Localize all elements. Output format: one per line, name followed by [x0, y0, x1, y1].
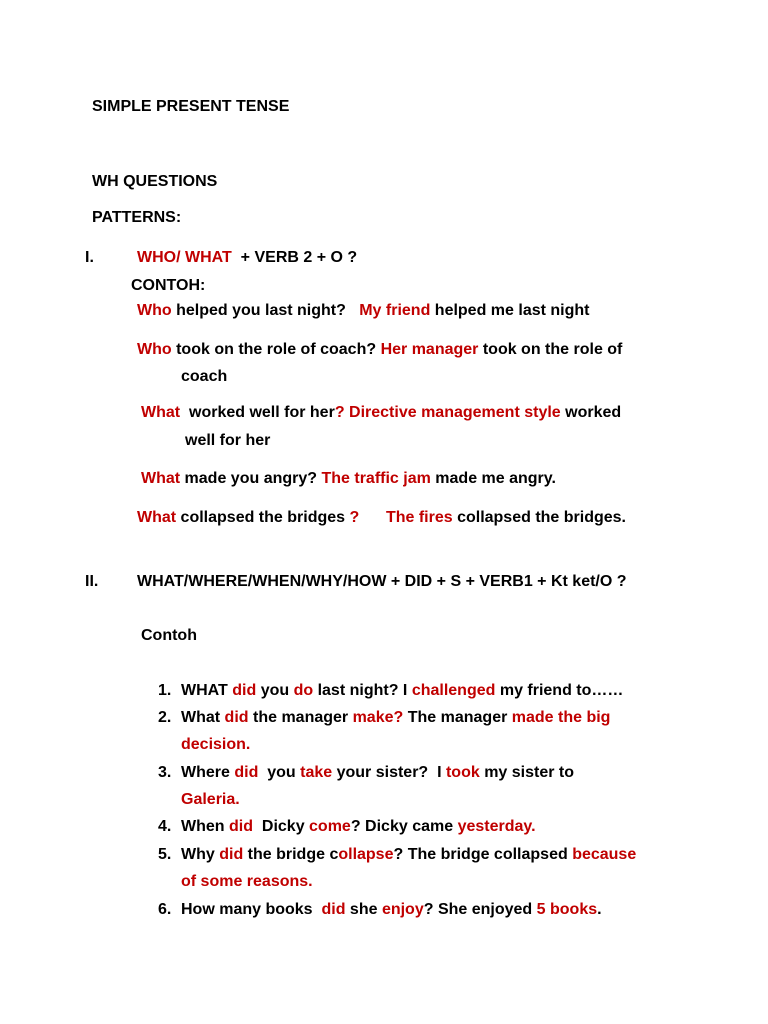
- example-line: [141, 403, 621, 423]
- text-run: Where: [181, 764, 235, 781]
- list-number: 5.: [158, 846, 172, 863]
- list-number: 2.: [158, 709, 172, 726]
- highlighted-text: do: [293, 682, 314, 699]
- list-item: [181, 735, 250, 755]
- highlighted-text: did: [224, 709, 249, 726]
- text-run: the bridge c: [243, 846, 339, 863]
- text-run: ? She enjoyed: [423, 901, 537, 918]
- highlighted-text: did: [321, 901, 346, 918]
- highlighted-text: WHO/ WHAT: [137, 249, 237, 266]
- example-line: [137, 508, 626, 528]
- highlighted-text: did: [234, 764, 259, 781]
- text-run: [359, 509, 386, 526]
- highlighted-text: made the big: [511, 709, 611, 726]
- text-run: helped me last night: [430, 302, 590, 319]
- list-item: [181, 708, 610, 728]
- pattern-formula-2: WHAT/WHERE/WHEN/WHY/HOW + DID + S + VERB1 + Kt ket/O ?: [137, 573, 627, 590]
- highlighted-text: did: [232, 682, 257, 699]
- highlighted-text: Galeria.: [181, 791, 240, 808]
- highlighted-text: Who: [137, 302, 172, 319]
- highlighted-text: The fires: [385, 509, 453, 526]
- text-run: Dicky: [253, 818, 310, 835]
- highlighted-text: take: [300, 764, 333, 781]
- text-run: When: [181, 818, 229, 835]
- text-run: Why: [181, 846, 220, 863]
- highlighted-text: What: [141, 404, 185, 421]
- text-run: + VERB 2 + O ?: [236, 249, 358, 266]
- section-numeral-1: I.: [85, 249, 94, 266]
- page-title: SIMPLE PRESENT TENSE: [92, 98, 290, 115]
- text-run: last night? I: [313, 682, 412, 699]
- list-number: 1.: [158, 682, 172, 699]
- text-run: The manager: [403, 709, 512, 726]
- list-item: [181, 872, 313, 892]
- example-line: [137, 301, 589, 321]
- text-run: my sister to: [479, 764, 575, 781]
- example-line: [141, 469, 556, 489]
- pattern-formula-1: [137, 248, 357, 268]
- highlighted-text: because: [572, 846, 637, 863]
- highlighted-text: enjoy: [381, 901, 424, 918]
- highlighted-text: ollapse: [338, 846, 394, 863]
- section-subtitle: WH QUESTIONS: [92, 173, 218, 190]
- highlighted-text: What: [137, 509, 177, 526]
- text-run: she: [345, 901, 382, 918]
- text-run: ? Dicky came: [350, 818, 458, 835]
- highlighted-text: Who: [137, 341, 172, 358]
- list-item: [181, 763, 574, 783]
- highlighted-text: of some reasons.: [181, 873, 313, 890]
- list-number: 4.: [158, 818, 172, 835]
- text-run: your sister? I: [332, 764, 446, 781]
- list-item: [181, 790, 240, 810]
- list-item: [181, 845, 636, 865]
- highlighted-text: did: [219, 846, 244, 863]
- highlighted-text: The traffic jam: [321, 470, 431, 487]
- highlighted-text: challenged: [411, 682, 496, 699]
- text-run: the manager: [248, 709, 353, 726]
- text-run: made me angry.: [430, 470, 556, 487]
- highlighted-text: Her manager: [380, 341, 479, 358]
- highlighted-text: ?: [349, 509, 360, 526]
- text-run: What: [181, 709, 225, 726]
- text-run: took on the role of: [478, 341, 623, 358]
- section-numeral-2: II.: [85, 573, 99, 590]
- highlighted-text: decision.: [181, 736, 251, 753]
- text-run: worked: [560, 404, 622, 421]
- highlighted-text: ? Directive management style: [334, 404, 561, 421]
- list-item: [181, 900, 602, 920]
- text-run: you: [258, 764, 301, 781]
- text-run: took on the role of coach?: [171, 341, 381, 358]
- list-item: [181, 681, 623, 701]
- text-run: you: [256, 682, 294, 699]
- text-run: ? The bridge collapsed: [393, 846, 573, 863]
- text-run: made you angry?: [180, 470, 322, 487]
- text-run: helped you last night?: [171, 302, 360, 319]
- highlighted-text: come: [309, 818, 351, 835]
- patterns-label: PATTERNS:: [92, 209, 182, 226]
- text-run: .: [597, 901, 602, 918]
- highlighted-text: yesterday.: [457, 818, 536, 835]
- list-number: 3.: [158, 764, 172, 781]
- text-run: collapsed the bridges: [176, 509, 350, 526]
- text-run: my friend to……: [495, 682, 624, 699]
- highlighted-text: 5 books: [536, 901, 598, 918]
- example-label-2: Contoh: [141, 627, 197, 644]
- list-number: 6.: [158, 901, 172, 918]
- example-line: [137, 340, 622, 360]
- text-run: collapsed the bridges.: [452, 509, 626, 526]
- highlighted-text: make?: [352, 709, 404, 726]
- text-run: coach: [181, 368, 228, 385]
- highlighted-text: My friend: [359, 302, 431, 319]
- text-run: WHAT: [181, 682, 233, 699]
- text-run: worked well for her: [184, 404, 335, 421]
- highlighted-text: took: [445, 764, 480, 781]
- example-line: [185, 431, 270, 451]
- example-label-1: CONTOH:: [131, 277, 206, 294]
- list-item: [181, 817, 536, 837]
- text-run: How many books: [181, 901, 322, 918]
- example-line: [181, 367, 227, 387]
- highlighted-text: did: [229, 818, 253, 835]
- highlighted-text: What: [141, 470, 181, 487]
- text-run: well for her: [185, 432, 271, 449]
